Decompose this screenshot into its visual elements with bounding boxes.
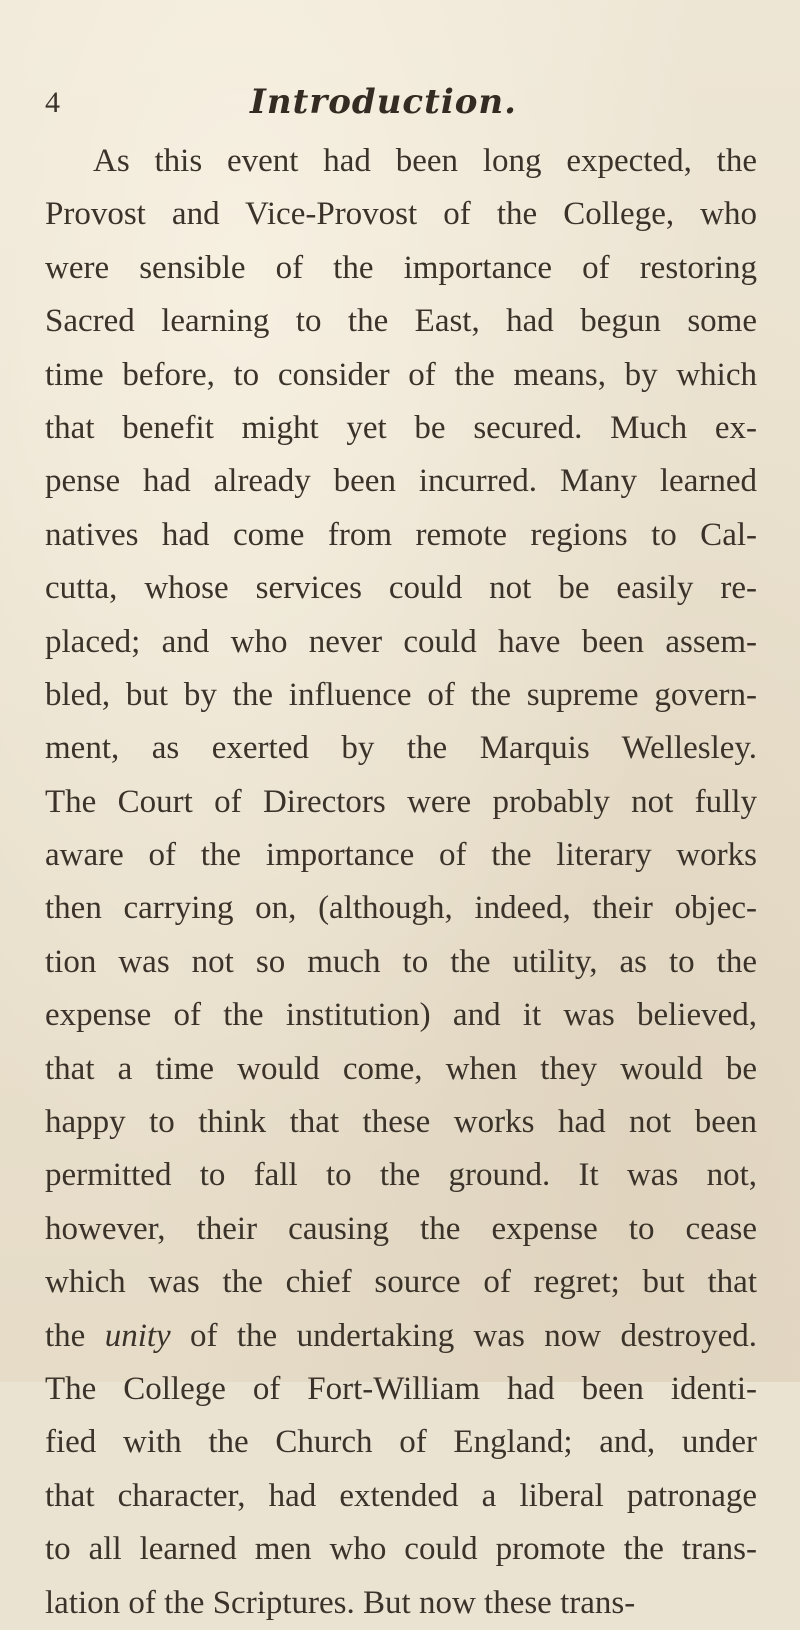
running-head: [0, 82, 800, 136]
page-number: 4: [45, 86, 60, 119]
text-line: were sensible of the importance of restoring: [45, 249, 757, 286]
text-line: As this event had been long expected, the: [93, 143, 757, 179]
text-line-with-italic: [45, 1310, 757, 1363]
text-line: that a time would come, when they would be: [45, 1050, 757, 1087]
body-text: [45, 135, 757, 1630]
text-line: happy to think that these works had not been: [45, 1104, 757, 1141]
text-run: of the undertaking was now destroyed.: [170, 1317, 757, 1354]
text-line: lation of the Scriptures. But now these trans-: [45, 1584, 636, 1621]
text-line: to all learned men who could promote the trans-: [45, 1531, 757, 1568]
italic-word: unity: [104, 1317, 171, 1354]
text-line: The College of Fort-William had been identi-: [45, 1370, 757, 1407]
text-line: Provost and Vice-Provost of the College, who: [45, 196, 757, 233]
text-run: the: [45, 1317, 105, 1354]
text-line: expense of the institution) and it was believed,: [45, 997, 757, 1034]
text-line: fied with the Church of England; and, under: [45, 1424, 757, 1461]
text-line: time before, to consider of the means, by which: [45, 356, 757, 393]
running-title: Introduction.: [250, 82, 517, 122]
text-line: that character, had extended a liberal patronage: [45, 1477, 757, 1514]
text-line: tion was not so much to the utility, as to the: [45, 943, 757, 980]
text-line: placed; and who never could have been assem-: [45, 623, 757, 660]
text-line: which was the chief source of regret; but that: [45, 1264, 757, 1301]
text-line: cutta, whose services could not be easily re-: [45, 570, 757, 607]
text-line: that benefit might yet be secured. Much ex-: [45, 409, 757, 446]
text-line: pense had already been incurred. Many learned: [45, 463, 757, 500]
text-line: natives had come from remote regions to Cal-: [45, 516, 757, 553]
text-line: bled, but by the influence of the supreme govern-: [45, 676, 757, 713]
text-line: then carrying on, (although, indeed, their objec-: [45, 890, 757, 927]
text-line: Sacred learning to the East, had begun some: [45, 303, 757, 340]
text-line: however, their causing the expense to cease: [45, 1210, 757, 1247]
text-line: ment, as exerted by the Marquis Wellesley.: [45, 730, 757, 767]
text-line: permitted to fall to the ground. It was not,: [45, 1157, 757, 1194]
text-line: The Court of Directors were probably not fully: [45, 783, 757, 820]
text-line: aware of the importance of the literary works: [45, 837, 757, 874]
